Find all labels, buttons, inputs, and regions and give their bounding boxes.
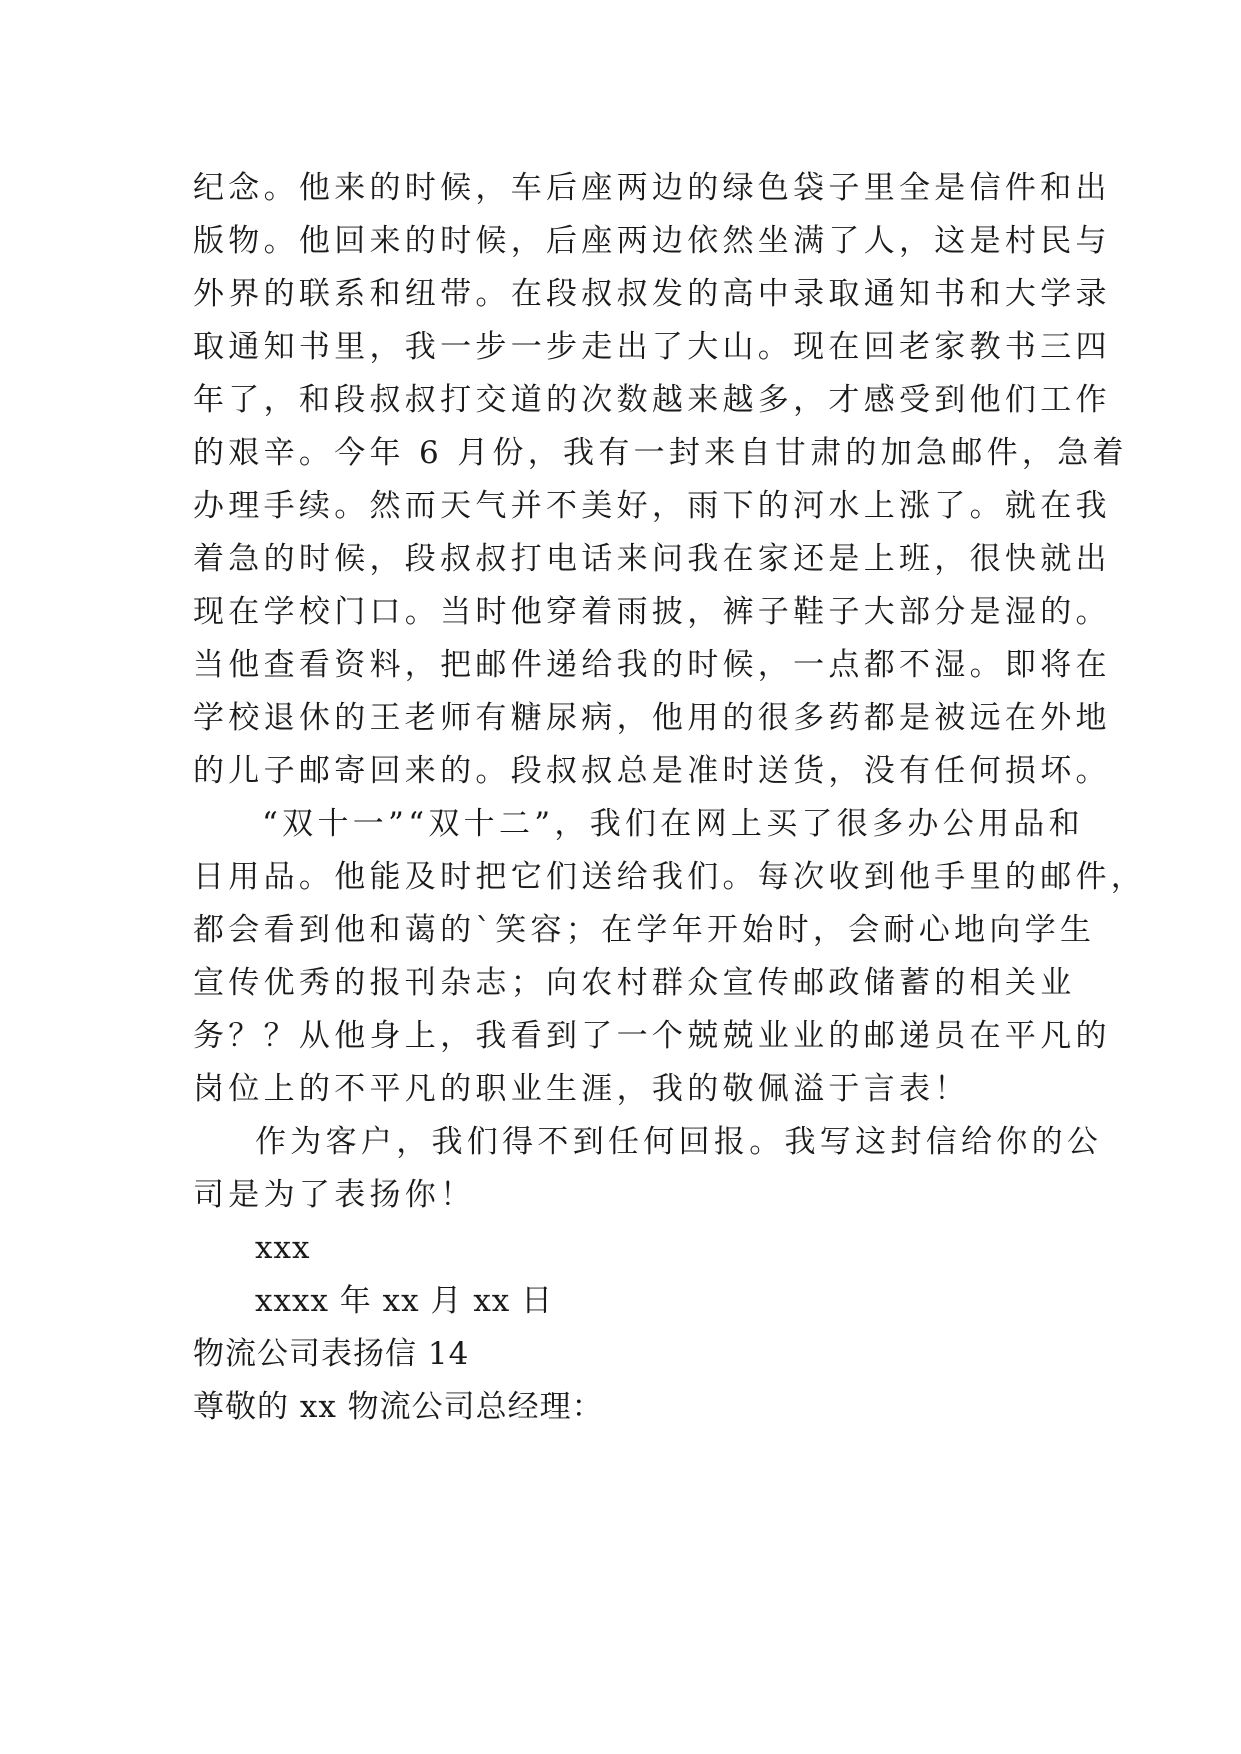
body-line: 司是为了表扬你！ xyxy=(193,1177,476,1213)
body-line: 着急的时候，段叔叔打电话来问我在家还是上班，很快就出 xyxy=(193,541,1111,577)
body-line: 办理手续。然而天气并不美好，雨下的河水上涨了。就在我 xyxy=(193,488,1111,524)
body-line: 年了，和段叔叔打交道的次数越来越多，才感受到他们工作 xyxy=(193,382,1111,418)
signature-date: xxxx 年 xx 月 xx 日 xyxy=(255,1283,554,1319)
body-line: 取通知书里，我一步一步走出了大山。现在回老家教书三四 xyxy=(193,329,1111,365)
body-line: 日用品。他能及时把它们送给我们。每次收到他手里的邮件， xyxy=(193,859,1147,895)
next-letter-salutation: 尊敬的 xx 物流公司总经理： xyxy=(193,1389,604,1425)
body-line: 外界的联系和纽带。在段叔叔发的高中录取通知书和大学录 xyxy=(193,276,1111,312)
body-line: 都会看到他和蔼的`笑容；在学年开始时，会耐心地向学生 xyxy=(193,912,1096,948)
body-line: 版物。他回来的时候，后座两边依然坐满了人，这是村民与 xyxy=(193,223,1111,259)
body-line-indented: “双十一”“双十二”，我们在网上买了很多办公用品和 xyxy=(262,806,1084,842)
body-line: 的艰辛。今年 6 月份，我有一封来自甘肃的加急邮件，急着 xyxy=(193,435,1128,471)
body-line: 纪念。他来的时候，车后座两边的绿色袋子里全是信件和出 xyxy=(193,170,1111,206)
body-line: 的儿子邮寄回来的。段叔叔总是准时送货，没有任何损坏。 xyxy=(193,753,1111,789)
next-letter-title: 物流公司表扬信 14 xyxy=(193,1336,470,1372)
body-line: 岗位上的不平凡的职业生涯，我的敬佩溢于言表！ xyxy=(193,1071,970,1107)
signature: xxx xyxy=(255,1230,311,1266)
body-line: 学校退休的王老师有糖尿病，他用的很多药都是被远在外地 xyxy=(193,700,1111,736)
body-line: 当他查看资料，把邮件递给我的时候，一点都不湿。即将在 xyxy=(193,647,1111,683)
body-line-indented: 作为客户，我们得不到任何回报。我写这封信给你的公 xyxy=(255,1124,1103,1160)
body-line: 宣传优秀的报刊杂志；向农村群众宣传邮政储蓄的相关业 xyxy=(193,965,1076,1001)
body-line: 务？？从他身上，我看到了一个兢兢业业的邮递员在平凡的 xyxy=(193,1018,1111,1054)
body-line: 现在学校门口。当时他穿着雨披，裤子鞋子大部分是湿的。 xyxy=(193,594,1111,630)
